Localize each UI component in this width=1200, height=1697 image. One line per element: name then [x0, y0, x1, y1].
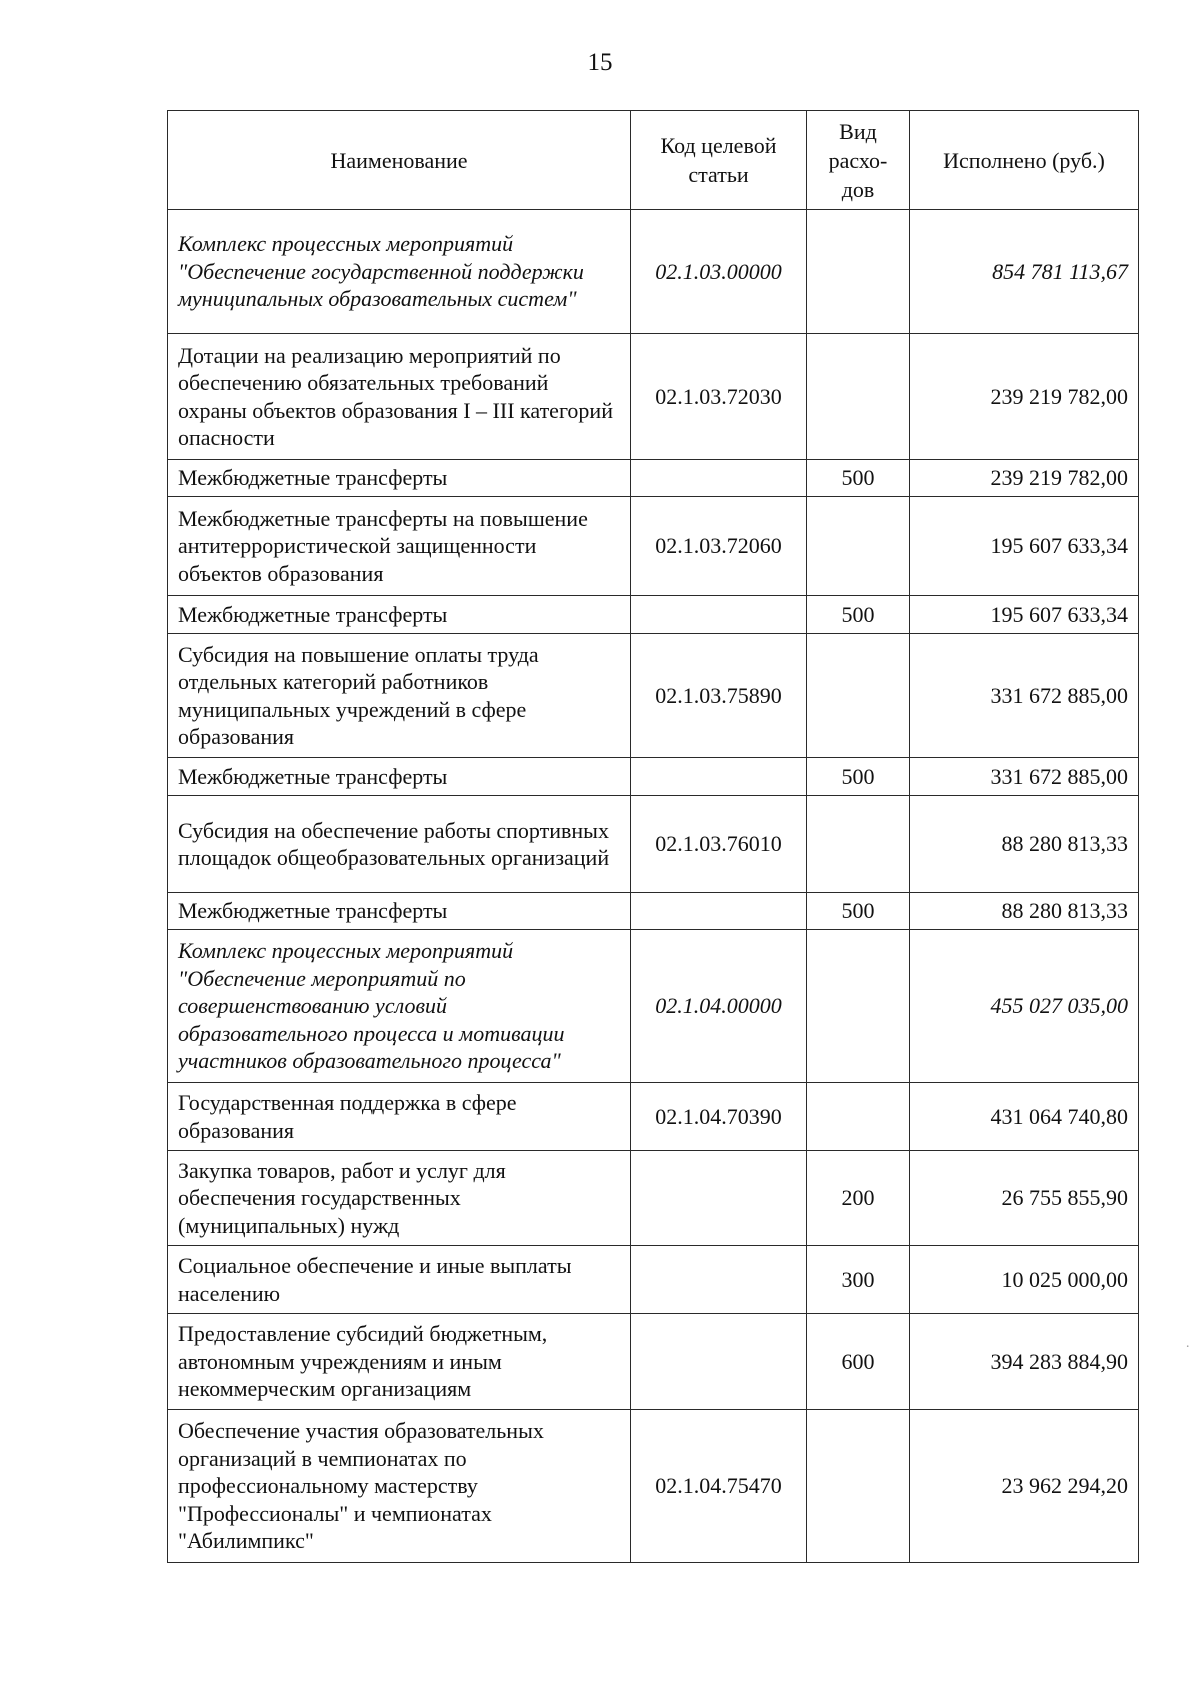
cell-amount: 331 672 885,00: [910, 634, 1139, 758]
table-row: [168, 1151, 1139, 1246]
margin-mark: ·: [1185, 1340, 1190, 1355]
cell-name: Межбюджетные трансферты: [168, 758, 631, 796]
table-row: [168, 1410, 1139, 1563]
cell-amount: 88 280 813,33: [910, 893, 1139, 930]
cell-name: Субсидия на повышение оплаты труда отдельных категорий работников муниципальных учреждений в сфере образования: [168, 634, 631, 758]
cell-amount: 23 962 294,20: [910, 1410, 1139, 1563]
cell-amount: 239 219 782,00: [910, 460, 1139, 497]
cell-code: 02.1.04.00000: [631, 930, 807, 1083]
cell-code: 02.1.04.70390: [631, 1083, 807, 1151]
cell-code: [631, 1151, 807, 1246]
table-row: [168, 596, 1139, 634]
cell-type: 200: [807, 1151, 910, 1246]
cell-type: 600: [807, 1314, 910, 1410]
cell-amount: 195 607 633,34: [910, 497, 1139, 596]
cell-name: Межбюджетные трансферты на повышение антитеррористической защищенности объектов образования: [168, 497, 631, 596]
page-number: 15: [587, 49, 613, 76]
cell-amount: 394 283 884,90: [910, 1314, 1139, 1410]
cell-type: 500: [807, 758, 910, 796]
cell-code: 02.1.03.00000: [631, 210, 807, 334]
cell-name: Социальное обеспечение и иные выплаты населению: [168, 1246, 631, 1314]
cell-code: 02.1.03.72060: [631, 497, 807, 596]
cell-amount: 10 025 000,00: [910, 1246, 1139, 1314]
cell-amount: 854 781 113,67: [910, 210, 1139, 334]
cell-type: 500: [807, 893, 910, 930]
table-header-row: [168, 111, 1139, 210]
cell-code: 02.1.03.72030: [631, 334, 807, 460]
cell-code: [631, 1246, 807, 1314]
cell-type: [807, 1083, 910, 1151]
header-type: Вид расхо-дов: [807, 111, 910, 210]
cell-name: Межбюджетные трансферты: [168, 460, 631, 497]
cell-name: Комплекс процессных мероприятий "Обеспечение мероприятий по совершенствованию условий образовательного процесса и мотивации участников образовательного процесса": [168, 930, 631, 1083]
table-row: [168, 1083, 1139, 1151]
cell-type: [807, 334, 910, 460]
cell-name: Государственная поддержка в сфере образования: [168, 1083, 631, 1151]
cell-type: 500: [807, 596, 910, 634]
cell-name: Межбюджетные трансферты: [168, 596, 631, 634]
cell-name: Комплекс процессных мероприятий "Обеспечение государственной поддержки муниципальных образовательных систем": [168, 210, 631, 334]
cell-type: [807, 210, 910, 334]
cell-type: [807, 497, 910, 596]
cell-name: Субсидия на обеспечение работы спортивных площадок общеобразовательных организаций: [168, 796, 631, 893]
cell-code: [631, 596, 807, 634]
cell-amount: 195 607 633,34: [910, 596, 1139, 634]
cell-type: [807, 634, 910, 758]
cell-name: Межбюджетные трансферты: [168, 893, 631, 930]
cell-code: [631, 893, 807, 930]
cell-code: [631, 1314, 807, 1410]
table-row: [168, 497, 1139, 596]
cell-code: 02.1.03.75890: [631, 634, 807, 758]
cell-amount: 88 280 813,33: [910, 796, 1139, 893]
header-name: Наименование: [168, 111, 631, 210]
table-row: [168, 1314, 1139, 1410]
table-body: [168, 210, 1139, 1563]
cell-name: Предоставление субсидий бюджетным, автономным учреждениям и иным некоммерческим организациям: [168, 1314, 631, 1410]
table-row: [168, 1246, 1139, 1314]
cell-code: 02.1.03.76010: [631, 796, 807, 893]
table-row: [168, 460, 1139, 497]
cell-amount: 431 064 740,80: [910, 1083, 1139, 1151]
table-row: [168, 893, 1139, 930]
cell-code: [631, 460, 807, 497]
table-row: [168, 930, 1139, 1083]
table-row: [168, 634, 1139, 758]
cell-type: [807, 796, 910, 893]
header-code: Код целевой статьи: [631, 111, 807, 210]
table-row: [168, 796, 1139, 893]
cell-name: Закупка товаров, работ и услуг для обеспечения государственных (муниципальных) нужд: [168, 1151, 631, 1246]
cell-code: 02.1.04.75470: [631, 1410, 807, 1563]
header-amount: Исполнено (руб.): [910, 111, 1139, 210]
cell-amount: 239 219 782,00: [910, 334, 1139, 460]
cell-name: Дотации на реализацию мероприятий по обеспечению обязательных требований охраны объектов образования I – III категорий опасности: [168, 334, 631, 460]
cell-code: [631, 758, 807, 796]
cell-type: [807, 930, 910, 1083]
cell-amount: 331 672 885,00: [910, 758, 1139, 796]
cell-amount: 455 027 035,00: [910, 930, 1139, 1083]
table-row: [168, 758, 1139, 796]
table-row: [168, 334, 1139, 460]
cell-name: Обеспечение участия образовательных организаций в чемпионатах по профессиональному мастерству "Профессионалы" и чемпионатах "Абилимпикс": [168, 1410, 631, 1563]
cell-type: 300: [807, 1246, 910, 1314]
table-row: [168, 210, 1139, 334]
budget-table: [167, 110, 1139, 1563]
cell-type: 500: [807, 460, 910, 497]
cell-type: [807, 1410, 910, 1563]
cell-amount: 26 755 855,90: [910, 1151, 1139, 1246]
